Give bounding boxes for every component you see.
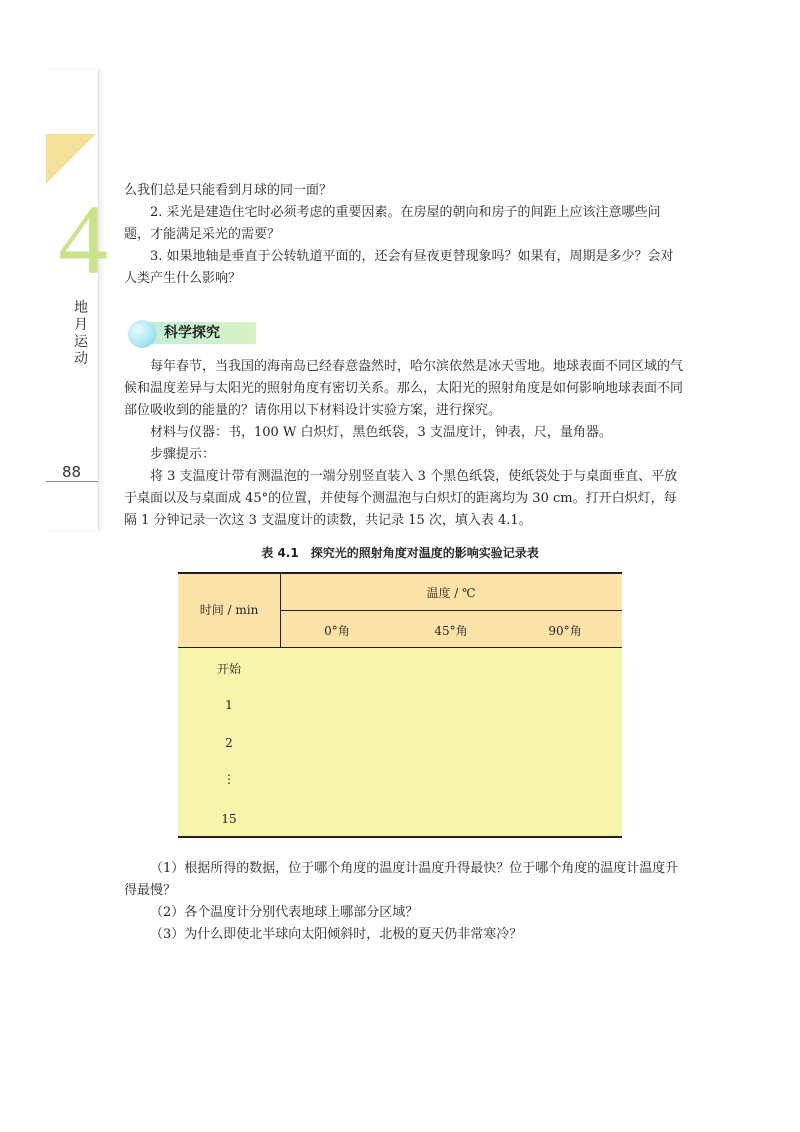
section-steps: 将 3 支温度计带有测温泡的一端分别竖直装入 3 个黑色纸袋，使纸袋处于与桌面垂直、平放于桌面以及与桌面成 45°的位置，并使每个测温泡与白炽灯的距离均为 30 cm。打开白炽灯，每隔 1 分钟记录一次这 3 支温度计的读数，共记录 15 次，填入表 4.1。 <box>124 469 678 528</box>
table-caption: 表 4.1 探究光的照射角度对温度的影响实验记录表 <box>261 546 539 560</box>
col-header-time: 时间 / min <box>199 603 259 617</box>
table-row: 15 <box>221 812 237 826</box>
question-b2: （2）各个温度计分别代表地球上哪部分区域？ <box>150 905 419 920</box>
question-2: 2. 采光是建造住宅时必须考虑的重要因素。在房屋的朝向和房子的间距上应该注意哪些问题，才能满足采光的需要？ <box>124 205 661 242</box>
section-steps-label: 步骤提示： <box>150 447 216 462</box>
question-b3: （3）为什么即使北半球向太阳倾斜时，北极的夏天仍非常寒冷？ <box>150 927 523 942</box>
page-number: 88 <box>62 463 82 481</box>
col-header-angle-45: 45°角 <box>434 624 468 638</box>
table-row: 1 <box>225 698 233 712</box>
section-intro: 每年春节，当我国的海南岛已经春意盎然时，哈尔滨依然是冰天雪地。地球表面不同区域的气候和温度差异与太阳光的照射角度有密切关系。那么，太阳光的照射角度是如何影响地球表面不同部位吸收到的能量的？请你用以下材料设计实验方案，进行探究。 <box>124 359 684 418</box>
top-questions <box>124 180 684 290</box>
section-badge <box>128 318 260 346</box>
col-header-angle-0: 0°角 <box>324 624 350 638</box>
table-bottom-rule <box>178 836 622 838</box>
chapter-number: 4 <box>58 184 108 295</box>
table-header-bottom-rule <box>178 647 622 648</box>
table-row: 2 <box>225 736 233 750</box>
question-continuation: 么我们总是只能看到月球的同一面？ <box>124 183 333 198</box>
section-badge-icon <box>128 320 156 348</box>
col-header-temperature: 温度 / ℃ <box>426 586 476 600</box>
section-title: 科学探究 <box>164 325 220 341</box>
section-materials: 材料与仪器：书，100 W 白炽灯，黑色纸袋，3 支温度计，钟表，尺，量角器。 <box>150 425 612 440</box>
chapter-title: 地月运动 <box>74 300 88 367</box>
section-body <box>124 356 684 532</box>
table-row: ⋮ <box>223 772 235 786</box>
question-3: 3. 如果地轴是垂直于公转轨道平面的，还会有昼夜更替现象吗？如果有，周期是多少？会对人类产生什么影响？ <box>124 249 674 286</box>
table-row: 开始 <box>216 662 241 676</box>
table-top-rule <box>178 572 622 574</box>
question-b1: （1）根据所得的数据，位于哪个角度的温度计温度升得最快？位于哪个角度的温度计温度升得最慢？ <box>124 861 679 898</box>
bottom-questions <box>124 858 684 946</box>
chapter-corner-decoration <box>46 134 96 184</box>
col-header-angle-90: 90°角 <box>548 624 582 638</box>
table-header-mid-rule <box>280 610 622 611</box>
page-number-rule <box>46 481 98 482</box>
record-table <box>178 572 622 838</box>
